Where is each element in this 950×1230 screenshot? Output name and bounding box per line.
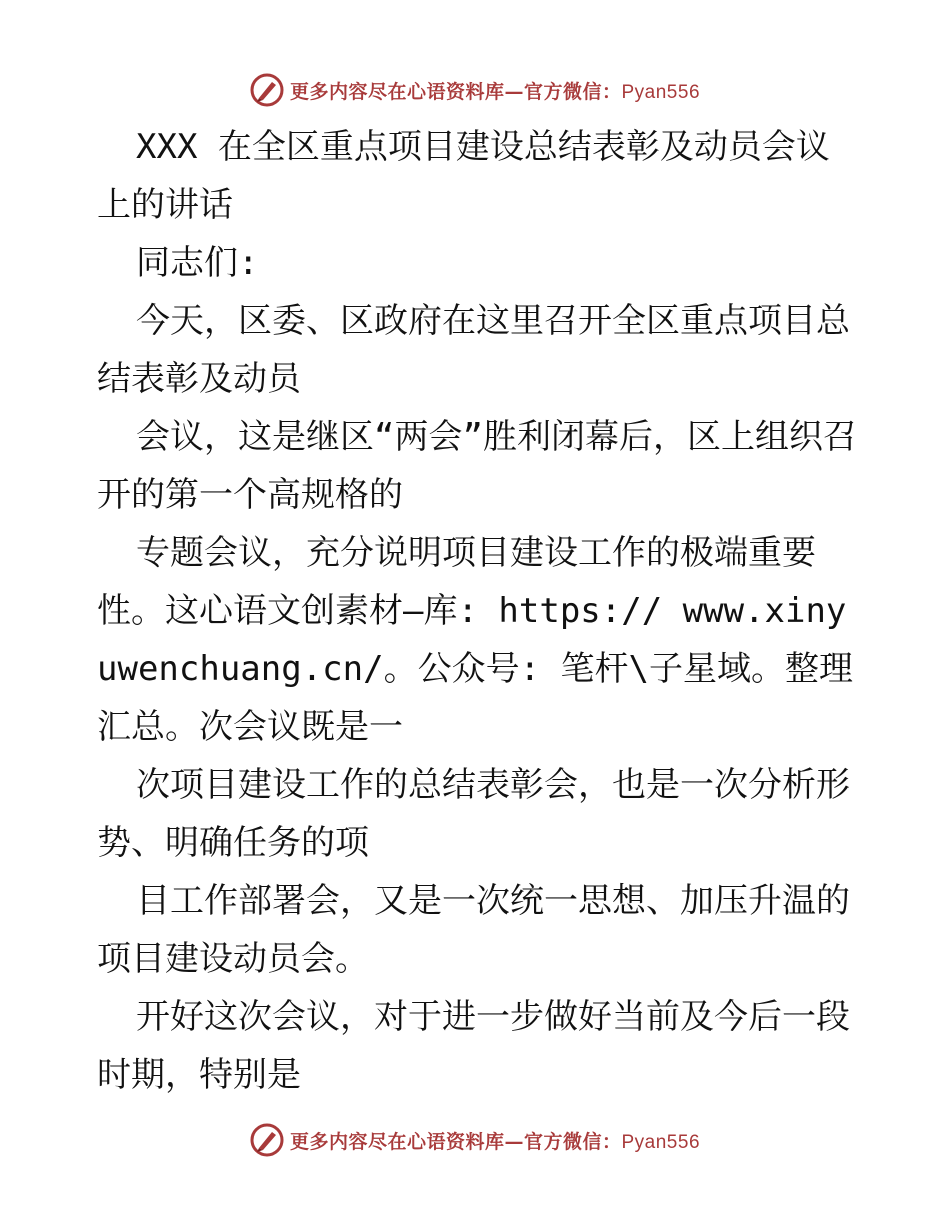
body-paragraph: 目工作部署会，又是一次统一思想、加压升温的项目建设动员会。 [97, 881, 850, 979]
header-watermark-text: 更多内容尽在心语资料库—官方微信：Pyan556 [289, 80, 701, 103]
salutation: 同志们: [136, 243, 259, 283]
footer-watermark [0, 1120, 950, 1160]
header-watermark [0, 70, 950, 110]
pen-logo-icon [250, 1123, 284, 1157]
body-paragraph: 开好这次会议，对于进一步做好当前及今后一段时期，特别是 [97, 997, 850, 1095]
pen-logo-icon [250, 73, 284, 107]
document-body [97, 118, 857, 1104]
document-title: XXX 在全区重点项目建设总结表彰及动员会议上的讲话 [97, 127, 830, 225]
body-paragraph: 今天，区委、区政府在这里召开全区重点项目总结表彰及动员 [97, 301, 850, 399]
body-paragraph: 专题会议，充分说明项目建设工作的极端重要性。这心语文创素材—库: https:// www.xinyuwenchuang.cn/。公众号: 笔杆\子星域。整理汇总。次会议既是一 [97, 533, 853, 747]
footer-watermark-text: 更多内容尽在心语资料库—官方微信：Pyan556 [289, 1130, 701, 1153]
body-paragraph: 会议，这是继区“两会”胜利闭幕后，区上组织召开的第一个高规格的 [97, 417, 857, 515]
body-paragraph: 次项目建设工作的总结表彰会，也是一次分析形势、明确任务的项 [97, 765, 850, 863]
